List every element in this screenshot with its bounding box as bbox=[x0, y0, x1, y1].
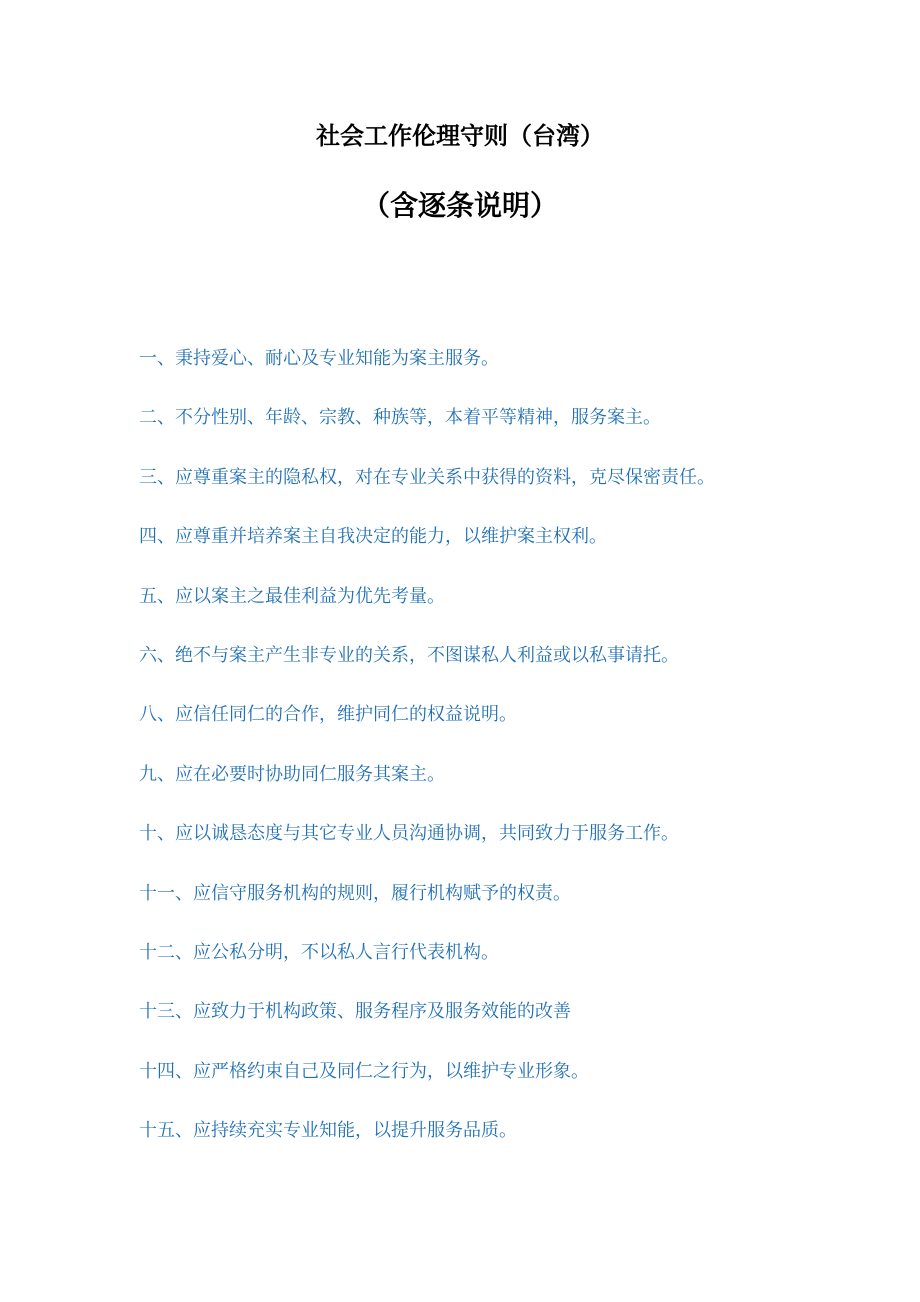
rule-item: 十一、应信守服务机构的规则，履行机构赋予的权责。 bbox=[139, 882, 571, 904]
rule-item: 十二、应公私分明，不以私人言行代表机构。 bbox=[139, 941, 499, 963]
rule-item: 二、不分性别、年龄、宗教、种族等，本着平等精神，服务案主。 bbox=[139, 407, 661, 429]
rule-item: 五、应以案主之最佳利益为优先考量。 bbox=[139, 585, 445, 607]
rule-item: 一、秉持爱心、耐心及专业知能为案主服务。 bbox=[139, 348, 499, 369]
rule-item: 六、绝不与案主产生非专业的关系，不图谋私人利益或以私事请托。 bbox=[139, 644, 679, 666]
rule-item: 九、应在必要时协助同仁服务其案主。 bbox=[139, 763, 445, 785]
rules-list bbox=[139, 339, 899, 1170]
rule-item: 三、应尊重案主的隐私权，对在专业关系中获得的资料，克尽保密责任。 bbox=[139, 466, 715, 488]
rule-item: 十五、应持续充实专业知能，以提升服务品质。 bbox=[139, 1120, 517, 1142]
rule-item: 四、应尊重并培养案主自我决定的能力，以维护案主权利。 bbox=[139, 526, 607, 548]
document-subtitle: （含逐条说明） bbox=[361, 189, 558, 222]
rule-item: 八、应信任同仁的合作，维护同仁的权益说明。 bbox=[139, 704, 517, 726]
rule-item: 十、应以诚恳态度与其它专业人员沟通协调，共同致力于服务工作。 bbox=[139, 823, 679, 845]
document-title: 社会工作伦理守则（台湾） bbox=[316, 121, 604, 150]
rule-item: 十四、应严格约束自己及同仁之行为，以维护专业形象。 bbox=[139, 1060, 589, 1082]
rule-item: 十三、应致力于机构政策、服务程序及服务效能的改善 bbox=[139, 1001, 571, 1023]
